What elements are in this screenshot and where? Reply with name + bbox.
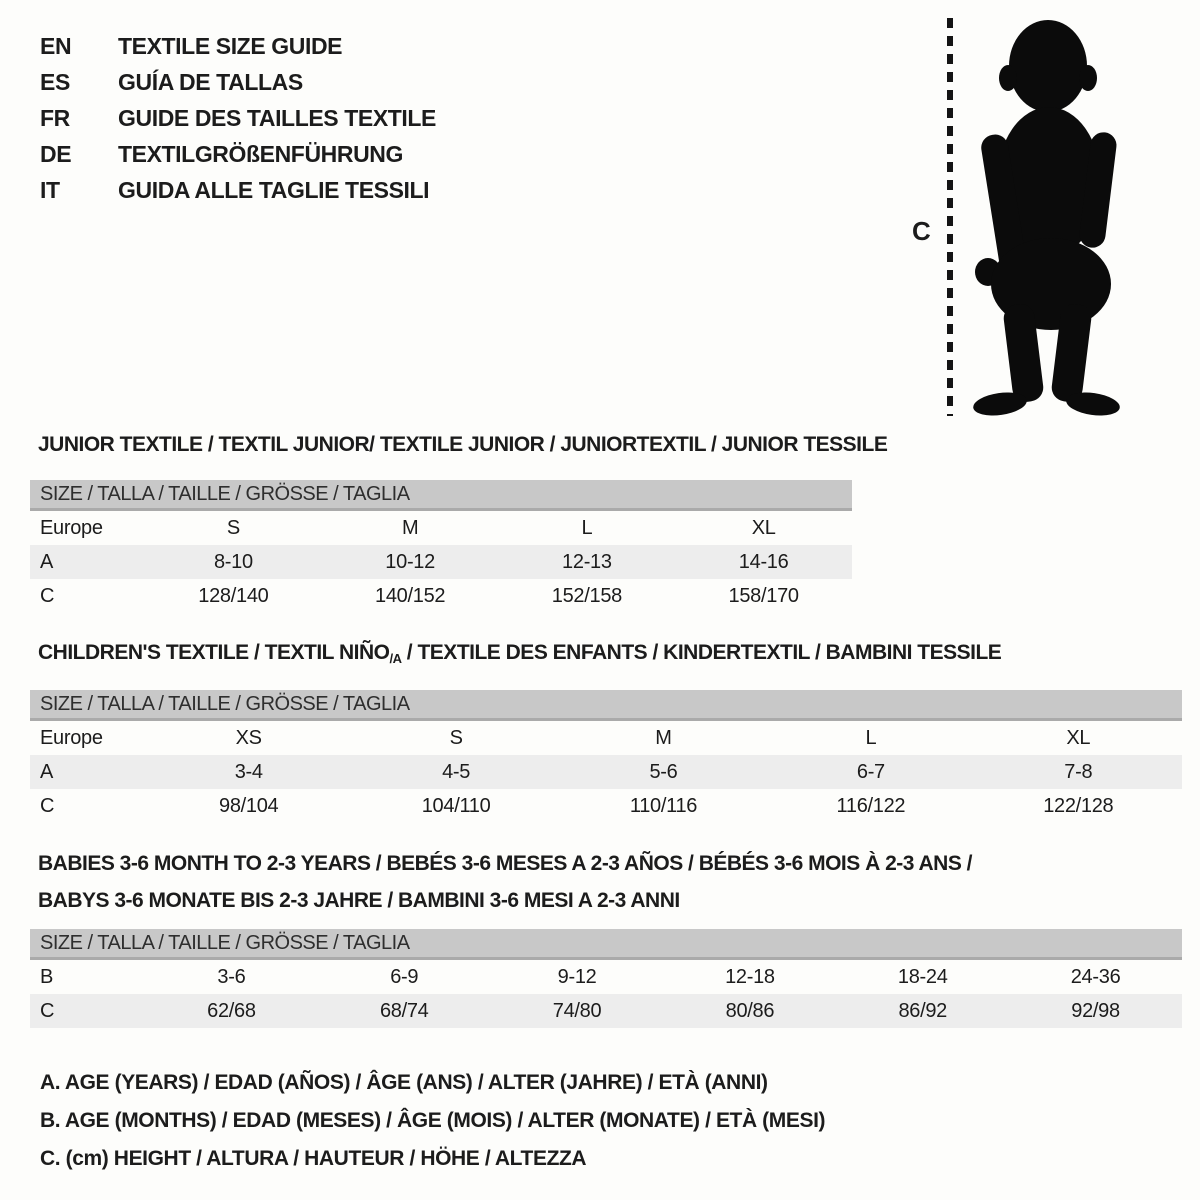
height-cell: 116/122	[836, 795, 906, 817]
age-cell: 8-10	[213, 551, 253, 573]
size-header-bar: SIZE / TALLA / TAILLE / GRÖSSE / TAGLIA	[30, 929, 1182, 960]
height-cell: 68/74	[379, 1000, 429, 1022]
row-label: B	[40, 966, 54, 988]
height-cell: 92/98	[1071, 1000, 1120, 1022]
table-row	[30, 789, 1182, 823]
language-code: DE	[40, 141, 72, 167]
age-cell: 14-16	[738, 551, 789, 573]
size-cell: S	[226, 517, 240, 539]
table-row	[30, 579, 852, 613]
size-header-bar: SIZE / TALLA / TAILLE / GRÖSSE / TAGLIA	[30, 690, 1182, 721]
language-title: TEXTILE SIZE GUIDE	[118, 33, 343, 59]
language-code: ES	[40, 69, 70, 95]
language-row-de	[40, 136, 436, 172]
age-cell: 24-36	[1070, 966, 1121, 988]
footnote-c: C. (cm) HEIGHT / ALTURA / HAUTEUR / HÖHE / ALTEZZA	[40, 1147, 587, 1170]
row-label: Europe	[40, 517, 103, 539]
age-cell: 7-8	[1064, 761, 1093, 783]
size-cell: S	[449, 727, 463, 749]
language-row-fr	[40, 100, 436, 136]
age-cell: 18-24	[897, 966, 948, 988]
height-cell: 152/158	[551, 585, 622, 607]
children-section-title	[30, 640, 1001, 672]
language-title: TEXTILGRÖßENFÜHRUNG	[118, 141, 403, 167]
size-cell: XL	[1066, 727, 1091, 749]
height-cell: 86/92	[898, 1000, 948, 1022]
size-header-bar: SIZE / TALLA / TAILLE / GRÖSSE / TAGLIA	[30, 480, 852, 511]
size-cell: L	[581, 517, 593, 539]
age-cell: 9-12	[557, 966, 597, 988]
age-cell: 5-6	[649, 761, 678, 783]
age-cell: 10-12	[385, 551, 435, 573]
size-cell: M	[401, 517, 419, 539]
language-code: EN	[40, 33, 72, 59]
age-cell: 6-7	[856, 761, 885, 783]
table-row	[30, 511, 852, 545]
language-title: GUÍA DE TALLAS	[118, 69, 303, 95]
footnote-a: A. AGE (YEARS) / EDAD (AÑOS) / ÂGE (ANS) / ALTER (JAHRE) / ETÀ (ANNI)	[40, 1071, 768, 1094]
height-cell: 104/110	[421, 795, 491, 817]
size-cell: XS	[235, 727, 262, 749]
height-cell: 98/104	[219, 795, 279, 817]
height-cell: 158/170	[728, 585, 799, 607]
height-cell: 122/128	[1043, 795, 1114, 817]
language-code: IT	[40, 177, 60, 203]
row-label: C	[40, 585, 55, 607]
babies-size-table	[30, 929, 1182, 1028]
row-label: C	[40, 795, 55, 817]
junior-size-table	[30, 480, 852, 613]
babies-title-line-1: BABIES 3-6 MONTH TO 2-3 YEARS / BEBÉS 3-6 MESES A 2-3 AÑOS / BÉBÉS 3-6 MOIS À 2-3 ANS /	[38, 852, 973, 875]
row-label: A	[40, 761, 54, 783]
height-cell: 110/116	[629, 795, 698, 817]
row-label: Europe	[40, 727, 103, 749]
language-row-es	[40, 64, 436, 100]
size-cell: XL	[751, 517, 776, 539]
row-label: A	[40, 551, 54, 573]
language-title: GUIDE DES TAILLES TEXTILE	[118, 105, 436, 131]
table-row	[30, 545, 852, 579]
height-cell: 62/68	[207, 1000, 256, 1022]
language-title: GUIDA ALLE TAGLIE TESSILI	[118, 177, 430, 203]
size-cell: L	[865, 727, 877, 749]
age-cell: 12-18	[725, 966, 775, 988]
footnote-b: B. AGE (MONTHS) / EDAD (MESES) / ÂGE (MOIS) / ALTER (MONATE) / ETÀ (MESI)	[40, 1109, 826, 1132]
toddler-silhouette-image	[952, 14, 1142, 419]
junior-section-title: JUNIOR TEXTILE / TEXTIL JUNIOR/ TEXTILE JUNIOR / JUNIORTEXTIL / JUNIOR TESSILE	[38, 433, 888, 456]
children-size-table	[30, 690, 1182, 823]
children-title-after: / TEXTILE DES ENFANTS / KINDERTEXTIL / BAMBINI TESSILE	[401, 641, 1002, 664]
age-cell: 6-9	[390, 966, 419, 988]
height-cell: 128/140	[198, 585, 269, 607]
height-cell: 74/80	[552, 1000, 602, 1022]
footnotes	[40, 1064, 825, 1178]
language-row-en	[40, 28, 436, 64]
babies-title-line-2: BABYS 3-6 MONATE BIS 2-3 JAHRE / BAMBINI 3-6 MESI A 2-3 ANNI	[38, 889, 680, 912]
children-title-before: CHILDREN'S TEXTILE / TEXTIL NIÑO	[38, 641, 390, 664]
height-measure-label: C	[912, 216, 931, 246]
table-row	[30, 721, 1182, 755]
size-cell: M	[655, 727, 672, 749]
language-list	[40, 28, 436, 208]
table-row	[30, 994, 1182, 1028]
age-cell: 3-6	[217, 966, 246, 988]
language-row-it	[40, 172, 436, 208]
babies-section-title	[30, 845, 972, 919]
children-title-sub: /A	[389, 651, 402, 666]
row-label: C	[40, 1000, 55, 1022]
age-cell: 3-4	[234, 761, 263, 783]
table-row	[30, 960, 1182, 994]
height-cell: 140/152	[375, 585, 446, 607]
table-row	[30, 755, 1182, 789]
age-cell: 4-5	[442, 761, 471, 783]
language-code: FR	[40, 105, 70, 131]
age-cell: 12-13	[562, 551, 612, 573]
height-cell: 80/86	[725, 1000, 775, 1022]
